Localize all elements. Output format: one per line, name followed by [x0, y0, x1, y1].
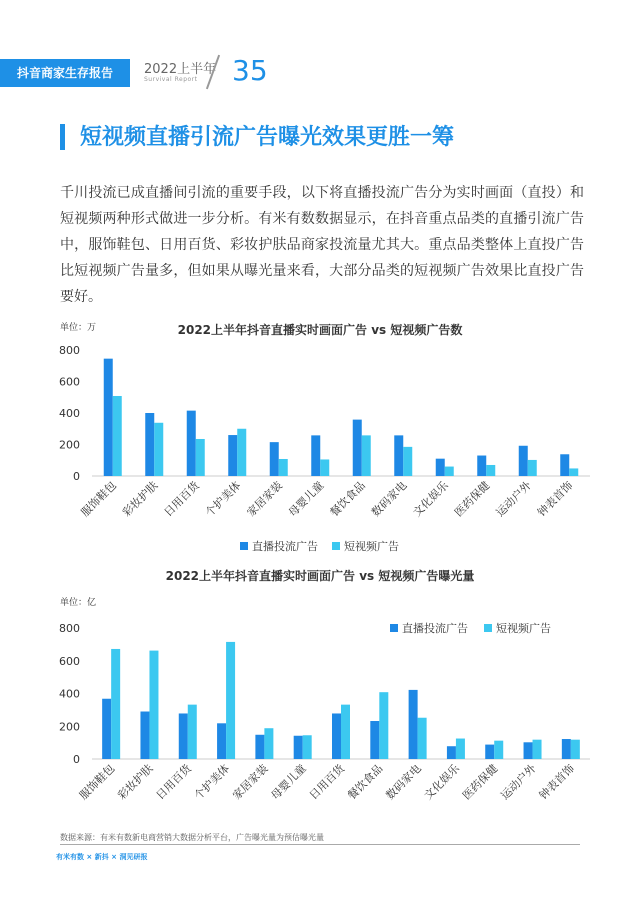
bar-live-ad — [409, 690, 418, 759]
x-category-label: 钟表首饰 — [536, 761, 577, 803]
bar-short-video-ad — [113, 396, 122, 476]
bar-short-video-ad — [571, 740, 580, 759]
x-category-label: 餐饮食品 — [345, 761, 386, 803]
body-paragraph: 千川投流已成直播间引流的重要手段，以下将直播投流广告分为实时画面（直投）和短视频两种形式做进一步分析。有米有数数据显示，在抖音重点品类的直播引流广告中，服饰鞋包、日用百货、彩妆护肤品商家投流量尤其大。重点品类整体上直投广告比短视频广告量多，但如果从曝光量来看，大部分品类的短视频广告效果比直投广告要好。 — [60, 185, 584, 305]
y-tick-label: 400 — [59, 687, 80, 701]
bar-short-video-ad — [569, 468, 578, 476]
x-category-label: 运动户外 — [498, 761, 539, 803]
x-category-label: 日用百货 — [161, 478, 202, 520]
bar-live-ad — [140, 712, 149, 759]
legend-label: 直播投流广告 — [252, 540, 318, 553]
bar-live-ad — [353, 420, 362, 476]
x-category-label: 服饰鞋包 — [78, 478, 119, 520]
bar-short-video-ad — [528, 460, 537, 476]
bar-live-ad — [560, 454, 569, 476]
bar-live-ad — [524, 742, 533, 759]
bar-live-ad — [477, 456, 486, 476]
bar-short-video-ad — [196, 439, 205, 476]
y-tick-label: 200 — [59, 720, 80, 734]
footer-brands: 有米有数 × 新抖 × 洞见研报 — [56, 853, 148, 861]
x-category-label: 数码家电 — [369, 478, 410, 520]
x-category-label: 彩妆护肤 — [120, 478, 161, 520]
bar-live-ad — [228, 435, 237, 476]
page-title: 短视频直播引流广告曝光效果更胜一筹 — [80, 125, 455, 150]
chart-title: 2022上半年抖音直播实时画面广告 vs 短视频广告数 — [177, 323, 463, 337]
x-category-label: 服饰鞋包 — [76, 761, 118, 803]
x-category-label: 家居家装 — [230, 761, 271, 803]
bar-live-ad — [370, 721, 379, 759]
x-category-label: 家居家装 — [244, 478, 285, 520]
x-category-label: 个护美体 — [203, 478, 244, 520]
y-tick-label: 600 — [59, 654, 80, 668]
legend-label: 短视频广告 — [496, 622, 551, 635]
legend-swatch — [484, 624, 492, 632]
chart-ad-exposure — [0, 560, 640, 830]
legend-swatch — [390, 624, 398, 632]
bar-short-video-ad — [379, 692, 388, 759]
legend-label: 直播投流广告 — [402, 622, 468, 635]
bar-live-ad — [436, 459, 445, 476]
chart-unit-label: 单位：亿 — [60, 598, 97, 608]
header-year: 2022上半年 — [144, 62, 217, 77]
x-category-label: 钟表首饰 — [535, 478, 576, 520]
bar-live-ad — [104, 359, 113, 476]
x-category-label: 日用百货 — [153, 761, 194, 803]
bar-live-ad — [394, 435, 403, 476]
y-tick-label: 600 — [59, 375, 80, 389]
bar-live-ad — [519, 446, 528, 476]
y-tick-label: 800 — [59, 344, 80, 357]
bar-live-ad — [145, 413, 154, 476]
x-category-label: 彩妆护肤 — [115, 761, 156, 803]
bar-short-video-ad — [403, 447, 412, 476]
report-tag: 抖音商家生存报告 — [0, 59, 130, 87]
x-category-label: 个护美体 — [191, 761, 233, 803]
bar-short-video-ad — [418, 718, 427, 759]
bar-short-video-ad — [341, 705, 350, 759]
bar-short-video-ad — [188, 705, 197, 759]
bar-live-ad — [485, 745, 494, 759]
bar-live-ad — [447, 746, 456, 759]
bar-short-video-ad — [237, 429, 246, 476]
y-tick-label: 200 — [59, 438, 80, 452]
bar-live-ad — [270, 442, 279, 476]
data-source: 数据来源：有米有数新电商营销大数据分析平台，广告曝光量为预估曝光量 — [60, 833, 324, 842]
bar-live-ad — [187, 411, 196, 476]
bar-live-ad — [179, 713, 188, 759]
bar-short-video-ad — [264, 728, 273, 759]
bar-live-ad — [562, 739, 571, 759]
bar-short-video-ad — [320, 459, 329, 476]
x-category-label: 医药保健 — [452, 478, 493, 520]
legend-swatch — [240, 542, 248, 550]
bar-short-video-ad — [445, 467, 454, 476]
bar-live-ad — [294, 736, 303, 759]
y-tick-label: 800 — [59, 622, 80, 635]
bar-short-video-ad — [149, 651, 158, 759]
x-category-label: 运动户外 — [493, 478, 534, 520]
legend-label: 短视频广告 — [344, 540, 399, 553]
page-number: 35 — [232, 54, 268, 87]
bar-live-ad — [102, 699, 111, 759]
footer-divider — [60, 844, 580, 845]
y-tick-label: 0 — [73, 753, 80, 766]
chart-unit-label: 单位：万 — [60, 323, 97, 333]
x-category-label: 文化娱乐 — [410, 478, 451, 520]
x-category-label: 医药保健 — [460, 761, 501, 803]
bar-short-video-ad — [154, 423, 163, 476]
x-category-label: 文化娱乐 — [421, 761, 463, 803]
bar-live-ad — [217, 723, 226, 759]
x-category-label: 日用百货 — [306, 761, 348, 803]
bar-short-video-ad — [111, 649, 120, 759]
x-category-label: 数码家电 — [383, 761, 424, 803]
bar-live-ad — [332, 713, 341, 759]
bar-short-video-ad — [494, 741, 503, 759]
x-category-label: 餐饮食品 — [327, 478, 368, 520]
title-accent-bar — [60, 124, 65, 150]
chart-ad-count — [0, 312, 640, 562]
y-tick-label: 0 — [73, 470, 80, 483]
chart-title: 2022上半年抖音直播实时画面广告 vs 短视频广告曝光量 — [165, 569, 475, 583]
bar-short-video-ad — [226, 642, 235, 759]
x-category-label: 母婴儿童 — [268, 761, 309, 803]
bar-short-video-ad — [533, 740, 542, 759]
bar-short-video-ad — [362, 435, 371, 476]
x-category-label: 母婴儿童 — [286, 478, 327, 520]
bar-live-ad — [311, 435, 320, 476]
bar-short-video-ad — [456, 739, 465, 759]
bar-short-video-ad — [486, 465, 495, 476]
bar-short-video-ad — [303, 735, 312, 759]
legend-swatch — [332, 542, 340, 550]
header-subtitle: Survival Report — [144, 76, 198, 83]
bar-live-ad — [255, 735, 264, 759]
y-tick-label: 400 — [59, 407, 80, 420]
bar-short-video-ad — [279, 459, 288, 476]
